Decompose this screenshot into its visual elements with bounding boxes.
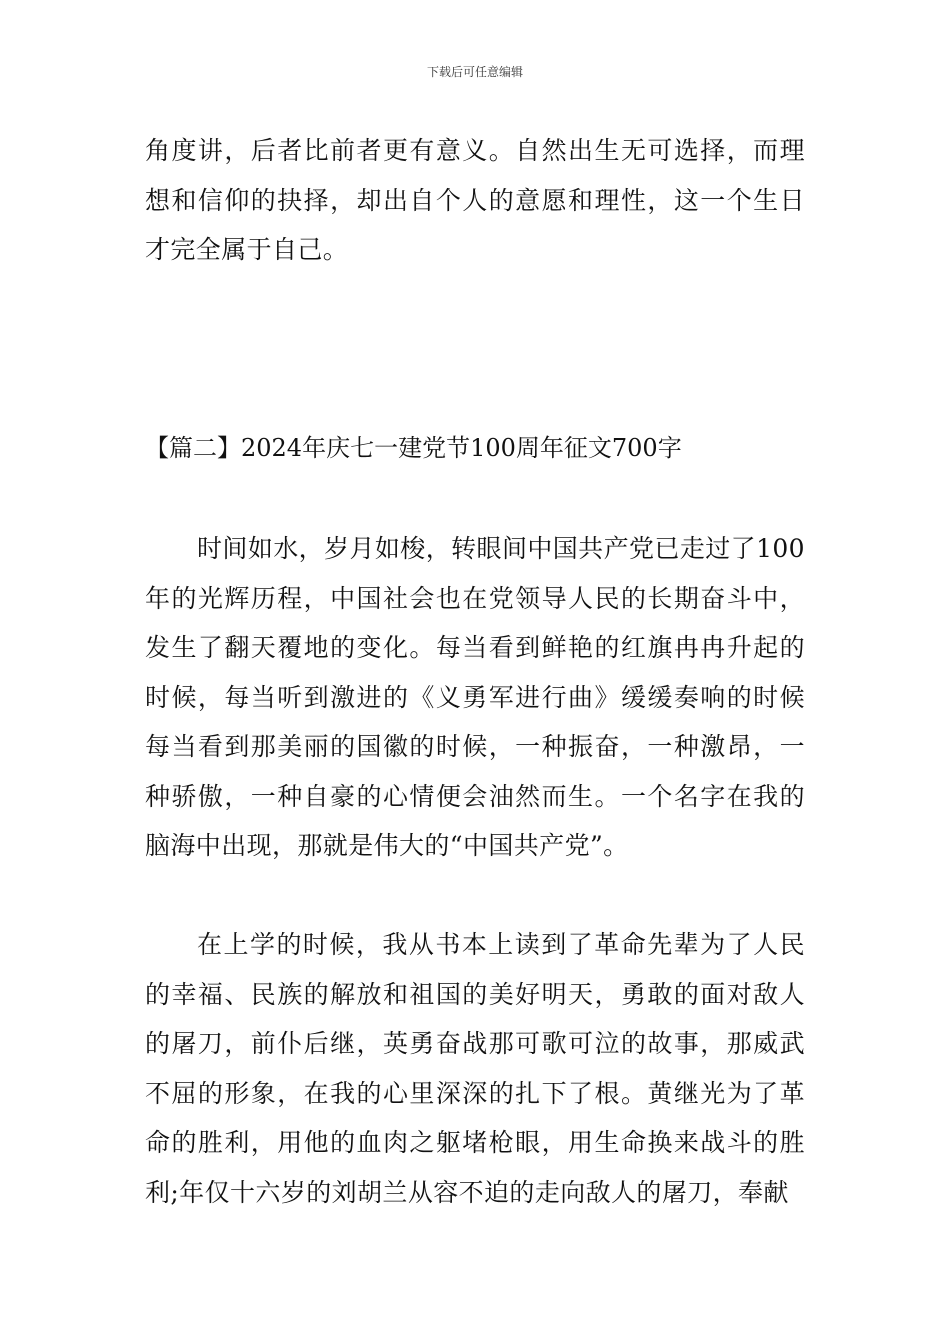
page-header-note: 下载后可任意编辑 <box>426 65 523 79</box>
intro-paragraph: 角度讲，后者比前者更有意义。自然出生无可选择，而理想和信仰的抉择，却出自个人的意愿和理性，这一个生日才完全属于自己。 <box>145 136 805 264</box>
body-paragraph-2: 在上学的时候，我从书本上读到了革命先辈为了人民的幸福、民族的解放和祖国的美好明天，勇敢的面对敌人的屠刀，前仆后继，英勇奋战那可歌可泣的故事，那威武不屈的形象，在我的心里深深的扎下了根。黄继光为了革命的胜利，用他的血肉之躯堵枪眼，用生命换来战斗的胜利;年仅十六岁的刘胡兰从容不迫的走向敌人的屠刀，奉献 <box>145 930 805 1207</box>
section-heading: 【篇二】2024年庆七一建党节100周年征文700字 <box>145 434 682 462</box>
body-paragraph-1: 时间如水，岁月如梭，转眼间中国共产党已走过了100年的光辉历程，中国社会也在党领导人民的长期奋斗中，发生了翻天覆地的变化。每当看到鲜艳的红旗冉冉升起的时候，每当听到激进的《义勇军进行曲》缓缓奏响的时候每当看到那美丽的国徽的时候，一种振奋，一种激昂，一种骄傲，一种自豪的心情便会油然而生。一个名字在我的脑海中出现，那就是伟大的“中国共产党”。 <box>145 534 805 860</box>
